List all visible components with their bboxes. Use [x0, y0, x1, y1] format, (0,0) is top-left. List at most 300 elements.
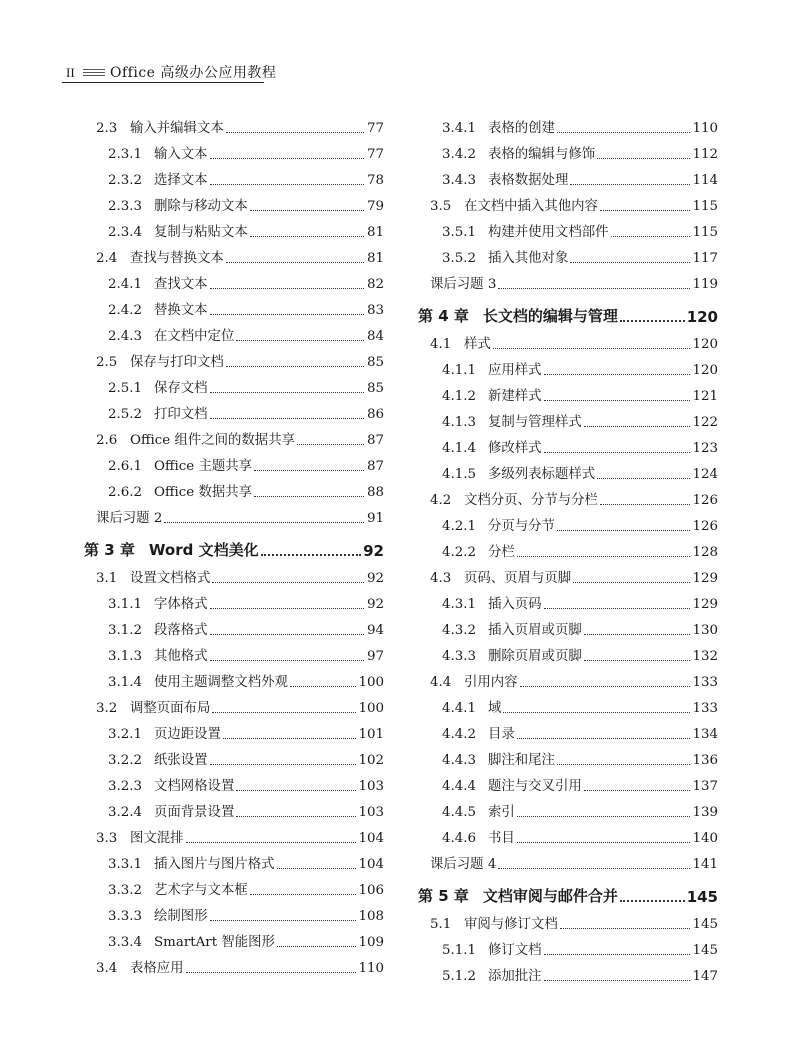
- toc-entry[interactable]: [84, 214, 384, 240]
- toc-entry-page: 81: [366, 225, 384, 240]
- toc-entry-title: 应用样式: [488, 363, 542, 378]
- toc-entry-title: 课后习题 3: [430, 277, 497, 292]
- toc-entry-title: 绘制图形: [154, 909, 208, 924]
- dot-leader: [517, 816, 691, 817]
- toc-entry[interactable]: [84, 136, 384, 162]
- toc-entry-page: 108: [358, 909, 384, 924]
- toc-entry-title: Word 文档美化: [148, 541, 259, 559]
- dot-leader: [611, 236, 691, 237]
- dot-leader: [503, 712, 690, 713]
- dot-leader: [620, 320, 685, 322]
- toc-entry[interactable]: [418, 136, 718, 162]
- toc-entry-number: 2.6.1: [108, 459, 143, 474]
- toc-entry-title: 修订文档: [488, 943, 542, 958]
- toc-entry-page: 78: [366, 173, 384, 188]
- toc-entry-number: 4.1.3: [442, 415, 477, 430]
- toc-entry-number: 3.4: [96, 961, 118, 976]
- toc-entry-title: 长文档的编辑与管理: [482, 307, 618, 325]
- toc-entry-page: 101: [358, 727, 384, 742]
- toc-entry[interactable]: [84, 396, 384, 422]
- book-title: Office 高级办公应用教程: [110, 65, 277, 81]
- toc-entry-number: 2.4.3: [108, 329, 143, 344]
- toc-entry-number: 3.2.1: [108, 727, 143, 742]
- toc-entry-number: 4.4.6: [442, 831, 477, 846]
- toc-entry-title: 插入图片与图片格式: [154, 857, 275, 872]
- toc-entry[interactable]: [84, 240, 384, 266]
- toc-entry[interactable]: [418, 266, 718, 292]
- dot-leader: [520, 686, 691, 687]
- toc-entry-page: 104: [358, 857, 384, 872]
- dot-leader: [573, 582, 690, 583]
- toc-entry-number: 第 5 章: [418, 887, 469, 905]
- toc-entry[interactable]: [418, 716, 718, 742]
- toc-entry-title: 审阅与修订文档: [464, 917, 558, 932]
- dot-leader: [544, 400, 691, 401]
- toc-entry[interactable]: [84, 292, 384, 318]
- toc-entry-number: 第 3 章: [84, 541, 135, 559]
- toc-entry-number: 第 4 章: [418, 307, 469, 325]
- toc-entry-page: 94: [366, 623, 384, 638]
- toc-entry[interactable]: [418, 378, 718, 404]
- toc-entry-title: 域: [488, 701, 502, 716]
- dot-leader: [544, 980, 691, 981]
- toc-column-left: [84, 110, 384, 976]
- toc-chapter-entry[interactable]: [84, 526, 384, 560]
- toc-entry[interactable]: [418, 690, 718, 716]
- toc-entry-number: 3.4.1: [442, 121, 477, 136]
- toc-entry-title: 脚注和尾注: [488, 753, 555, 768]
- toc-entry-title: Office 组件之间的数据共享: [130, 433, 295, 448]
- toc-entry-number: 4.1: [430, 337, 452, 352]
- toc-entry[interactable]: [84, 872, 384, 898]
- toc-entry-page: 122: [692, 415, 718, 430]
- toc-entry[interactable]: [84, 344, 384, 370]
- toc-entry-number: 4.4.5: [442, 805, 477, 820]
- toc-entry-title: Office 主题共享: [154, 459, 253, 474]
- dot-leader: [254, 470, 364, 471]
- toc-entry-title: 在文档中定位: [154, 329, 235, 344]
- toc-entry-title: 书目: [488, 831, 515, 846]
- toc-entry[interactable]: [84, 950, 384, 976]
- toc-entry-number: 5.1: [430, 917, 452, 932]
- toc-entry[interactable]: [84, 162, 384, 188]
- dot-leader: [210, 184, 364, 185]
- toc-entry[interactable]: [84, 794, 384, 820]
- toc-entry-number: 4.1.2: [442, 389, 477, 404]
- toc-entry-number: 3.3.1: [108, 857, 143, 872]
- toc-entry-number: 3.2.2: [108, 753, 143, 768]
- toc-entry-title: 打印文档: [154, 407, 208, 422]
- dot-leader: [236, 816, 356, 817]
- dot-leader: [261, 554, 362, 556]
- toc-entry-page: 92: [366, 597, 384, 612]
- toc-entry-title: 段落格式: [154, 623, 208, 638]
- toc-entry-page: 114: [692, 173, 718, 188]
- toc-entry-page: 129: [692, 571, 718, 586]
- toc-entry-number: 4.4: [430, 675, 452, 690]
- toc-entry-title: 插入页码: [488, 597, 542, 612]
- toc-entry-number: 4.4.4: [442, 779, 477, 794]
- toc-entry-title: 分页与分节: [488, 519, 555, 534]
- toc-entry-number: 4.3.3: [442, 649, 477, 664]
- toc-entry-page: 103: [358, 805, 384, 820]
- toc-entry-title: 纸张设置: [154, 753, 208, 768]
- toc-entry[interactable]: [418, 932, 718, 958]
- toc-entry-page: 115: [692, 199, 718, 214]
- toc-entry-title: 题注与交叉引用: [488, 779, 582, 794]
- toc-entry-page: 115: [692, 225, 718, 240]
- toc-entry[interactable]: [418, 534, 718, 560]
- toc-entry-page: 133: [692, 675, 718, 690]
- toc-entry-page: 147: [692, 969, 718, 984]
- toc-entry-page: 134: [692, 727, 718, 742]
- toc-entry-page: 145: [686, 888, 718, 906]
- toc-entry-number: 4.4.3: [442, 753, 477, 768]
- toc-entry-number: 2.6.2: [108, 485, 143, 500]
- toc-entry-number: 3.1.2: [108, 623, 143, 638]
- toc-entry[interactable]: [418, 508, 718, 534]
- toc-entry[interactable]: [418, 110, 718, 136]
- toc-entry[interactable]: [418, 958, 718, 984]
- dot-leader: [557, 764, 690, 765]
- toc-entry-title: 其他格式: [154, 649, 208, 664]
- dot-leader: [210, 634, 364, 635]
- dot-leader: [597, 158, 690, 159]
- toc-entry[interactable]: [84, 690, 384, 716]
- toc-entry[interactable]: [84, 898, 384, 924]
- toc-entry-number: 3.2.4: [108, 805, 143, 820]
- toc-entry-title: 选择文本: [154, 173, 208, 188]
- toc-entry[interactable]: [418, 820, 718, 846]
- toc-entry[interactable]: [418, 430, 718, 456]
- toc-entry[interactable]: [84, 560, 384, 586]
- toc-entry-title: 艺术字与文本框: [154, 883, 248, 898]
- toc-entry[interactable]: [84, 846, 384, 872]
- toc-entry[interactable]: [84, 586, 384, 612]
- toc-entry[interactable]: [84, 664, 384, 690]
- toc-entry[interactable]: [418, 352, 718, 378]
- toc-entry[interactable]: [418, 456, 718, 482]
- toc-entry-title: 表格数据处理: [488, 173, 569, 188]
- toc-entry-page: 106: [358, 883, 384, 898]
- toc-entry[interactable]: [418, 482, 718, 508]
- toc-entry-page: 109: [358, 935, 384, 950]
- toc-entry-page: 133: [692, 701, 718, 716]
- toc-entry-number: 4.3: [430, 571, 452, 586]
- toc-entry-title: 表格的编辑与修饰: [488, 147, 596, 162]
- toc-entry-title: 目录: [488, 727, 515, 742]
- toc-entry-page: 140: [692, 831, 718, 846]
- toc-chapter-entry[interactable]: [418, 872, 718, 906]
- toc-entry[interactable]: [84, 266, 384, 292]
- toc-entry-title: 文档网格设置: [154, 779, 235, 794]
- page-number: II: [66, 65, 75, 80]
- toc-entry-number: 3.1.1: [108, 597, 143, 612]
- toc-entry-title: SmartArt 智能图形: [154, 935, 275, 950]
- toc-entry-number: 4.2: [430, 493, 452, 508]
- dot-leader: [210, 158, 364, 159]
- dot-leader: [517, 738, 691, 739]
- toc-entry-title: 替换文本: [154, 303, 208, 318]
- toc-entry-page: 126: [692, 493, 718, 508]
- toc-entry-number: 2.4.1: [108, 277, 143, 292]
- toc-entry-title: 样式: [464, 337, 491, 352]
- toc-entry-title: 课后习题 2: [96, 511, 163, 526]
- toc-entry-page: 126: [692, 519, 718, 534]
- toc-entry-title: 输入并编辑文本: [130, 121, 224, 136]
- toc-entry-page: 77: [366, 147, 384, 162]
- toc-entry[interactable]: [418, 188, 718, 214]
- dot-leader: [498, 288, 690, 289]
- dot-leader: [277, 946, 357, 947]
- dot-leader: [570, 184, 690, 185]
- toc-entry-page: 83: [366, 303, 384, 318]
- dot-leader: [544, 954, 691, 955]
- toc-entry-number: 4.4.2: [442, 727, 477, 742]
- toc-entry-page: 136: [692, 753, 718, 768]
- toc-entry-number: 4.3.2: [442, 623, 477, 638]
- running-header: [62, 60, 277, 86]
- toc-entry[interactable]: [418, 638, 718, 664]
- toc-entry-title: 引用内容: [464, 675, 518, 690]
- toc-entry-number: 4.3.1: [442, 597, 477, 612]
- dot-leader: [517, 842, 691, 843]
- toc-entry-title: 构建并使用文档部件: [488, 225, 609, 240]
- toc-entry-number: 2.5: [96, 355, 118, 370]
- toc-entry[interactable]: [418, 846, 718, 872]
- toc-entry-title: 复制与粘贴文本: [154, 225, 248, 240]
- toc-entry[interactable]: [418, 664, 718, 690]
- dot-leader: [254, 496, 364, 497]
- toc-entry[interactable]: [84, 612, 384, 638]
- toc-entry-number: 3.5: [430, 199, 452, 214]
- toc-entry-page: 128: [692, 545, 718, 560]
- dot-leader: [597, 478, 690, 479]
- toc-entry[interactable]: [418, 906, 718, 932]
- dot-leader: [212, 712, 356, 713]
- toc-entry[interactable]: [84, 318, 384, 344]
- toc-entry-page: 123: [692, 441, 718, 456]
- dot-leader: [600, 210, 691, 211]
- dot-leader: [250, 210, 364, 211]
- dot-leader: [226, 262, 364, 263]
- toc-entry-page: 121: [692, 389, 718, 404]
- dot-leader: [210, 392, 364, 393]
- toc-entry-page: 132: [692, 649, 718, 664]
- toc-entry[interactable]: [418, 162, 718, 188]
- toc-entry-title: 使用主题调整文档外观: [154, 675, 288, 690]
- toc-entry[interactable]: [84, 474, 384, 500]
- toc-entry-title: 分栏: [488, 545, 515, 560]
- toc-entry-page: 87: [366, 433, 384, 448]
- toc-entry-number: 3.5.2: [442, 251, 477, 266]
- toc-entry[interactable]: [84, 370, 384, 396]
- toc-entry[interactable]: [418, 794, 718, 820]
- toc-entry-page: 77: [366, 121, 384, 136]
- toc-entry-number: 2.6: [96, 433, 118, 448]
- dot-leader: [297, 444, 364, 445]
- toc-entry-title: 查找与替换文本: [130, 251, 224, 266]
- toc-entry-page: 97: [366, 649, 384, 664]
- toc-entry-title: 页码、页眉与页脚: [464, 571, 572, 586]
- toc-entry-title: 删除页眉或页脚: [488, 649, 582, 664]
- dot-leader: [544, 452, 691, 453]
- toc-entry[interactable]: [84, 188, 384, 214]
- dot-leader: [290, 686, 357, 687]
- toc-entry-number: 3.5.1: [442, 225, 477, 240]
- toc-entry[interactable]: [418, 768, 718, 794]
- toc-entry[interactable]: [418, 742, 718, 768]
- dot-leader: [226, 366, 364, 367]
- toc-entry-page: 100: [358, 701, 384, 716]
- toc-entry-title: 表格应用: [130, 961, 184, 976]
- toc-entry[interactable]: [84, 924, 384, 950]
- dot-leader: [250, 236, 364, 237]
- toc-entry-page: 120: [692, 337, 718, 352]
- toc-entry-title: 字体格式: [154, 597, 208, 612]
- toc-entry-number: 4.2.1: [442, 519, 477, 534]
- toc-entry-title: 复制与管理样式: [488, 415, 582, 430]
- toc-entry[interactable]: [84, 768, 384, 794]
- toc-entry-number: 2.3.1: [108, 147, 143, 162]
- toc-entry-page: 145: [692, 917, 718, 932]
- toc-entry-page: 100: [358, 675, 384, 690]
- dot-leader: [557, 530, 690, 531]
- dot-leader: [498, 868, 690, 869]
- dot-leader: [210, 920, 357, 921]
- toc-entry[interactable]: [418, 240, 718, 266]
- toc-entry-page: 82: [366, 277, 384, 292]
- header-ornament: [83, 69, 105, 81]
- dot-leader: [236, 340, 364, 341]
- dot-leader: [186, 842, 357, 843]
- toc-entry-page: 110: [692, 121, 718, 136]
- toc-entry-title: 插入其他对象: [488, 251, 569, 266]
- toc-entry-number: 3.1.4: [108, 675, 143, 690]
- dot-leader: [584, 426, 691, 427]
- toc-entry-page: 124: [692, 467, 718, 482]
- toc-entry-page: 119: [692, 277, 718, 292]
- toc-entry-number: 2.5.1: [108, 381, 143, 396]
- toc-entry[interactable]: [418, 214, 718, 240]
- dot-leader: [600, 504, 691, 505]
- toc-entry-page: 141: [692, 857, 718, 872]
- toc-entry-title: 页面背景设置: [154, 805, 235, 820]
- toc-entry[interactable]: [84, 500, 384, 526]
- dot-leader: [557, 132, 690, 133]
- toc-entry-page: 79: [366, 199, 384, 214]
- toc-entry-title: 页边距设置: [154, 727, 221, 742]
- toc-entry-number: 3.3: [96, 831, 118, 846]
- toc-entry-title: 查找文本: [154, 277, 208, 292]
- toc-entry-page: 139: [692, 805, 718, 820]
- toc-entry-title: 删除与移动文本: [154, 199, 248, 214]
- toc-entry-number: 3.4.3: [442, 173, 477, 188]
- dot-leader: [544, 374, 691, 375]
- header-rule: [62, 82, 264, 83]
- dot-leader: [210, 314, 364, 315]
- toc-entry-number: 3.2: [96, 701, 118, 716]
- toc-entry-page: 120: [692, 363, 718, 378]
- dot-leader: [212, 582, 364, 583]
- toc-entry-number: 2.4.2: [108, 303, 143, 318]
- dot-leader: [493, 348, 691, 349]
- toc-entry-page: 130: [692, 623, 718, 638]
- toc-entry-number: 3.1.3: [108, 649, 143, 664]
- toc-entry-page: 112: [692, 147, 718, 162]
- dot-leader: [584, 660, 691, 661]
- dot-leader: [544, 608, 691, 609]
- toc-entry[interactable]: [84, 716, 384, 742]
- toc-entry-page: 103: [358, 779, 384, 794]
- dot-leader: [210, 660, 364, 661]
- toc-entry-title: 修改样式: [488, 441, 542, 456]
- toc-entry-title: 文档分页、分节与分栏: [464, 493, 598, 508]
- toc-entry-page: 86: [366, 407, 384, 422]
- toc-entry[interactable]: [418, 560, 718, 586]
- toc-entry-number: 3.3.4: [108, 935, 143, 950]
- toc-entry-page: 84: [366, 329, 384, 344]
- toc-entry-number: 3.2.3: [108, 779, 143, 794]
- toc-entry-title: 多级列表标题样式: [488, 467, 596, 482]
- dot-leader: [164, 522, 364, 523]
- dot-leader: [250, 894, 357, 895]
- dot-leader: [584, 790, 691, 791]
- toc-entry-page: 120: [686, 308, 718, 326]
- toc-entry[interactable]: [84, 638, 384, 664]
- toc-entry[interactable]: [84, 422, 384, 448]
- dot-leader: [210, 608, 364, 609]
- toc-entry-title: 在文档中插入其他内容: [464, 199, 598, 214]
- toc-entry-title: 文档审阅与邮件合并: [482, 887, 618, 905]
- toc-entry-title: 索引: [488, 805, 515, 820]
- toc-entry-number: 4.1.5: [442, 467, 477, 482]
- toc-entry[interactable]: [84, 820, 384, 846]
- dot-leader: [226, 132, 364, 133]
- toc-entry-page: 117: [692, 251, 718, 266]
- toc-entry-number: 4.4.1: [442, 701, 477, 716]
- dot-leader: [223, 738, 356, 739]
- toc-entry-number: 2.5.2: [108, 407, 143, 422]
- toc-entry[interactable]: [418, 612, 718, 638]
- toc-entry-number: 2.3.4: [108, 225, 143, 240]
- dot-leader: [517, 556, 691, 557]
- toc-entry[interactable]: [84, 448, 384, 474]
- dot-leader: [236, 790, 356, 791]
- toc-entry-page: 88: [366, 485, 384, 500]
- toc-entry[interactable]: [84, 742, 384, 768]
- toc-entry-number: 2.4: [96, 251, 118, 266]
- toc-entry-number: 4.1.4: [442, 441, 477, 456]
- toc-entry-title: 插入页眉或页脚: [488, 623, 582, 638]
- toc-entry-page: 129: [692, 597, 718, 612]
- toc-entry-title: 调整页面布局: [130, 701, 211, 716]
- toc-chapter-entry[interactable]: [418, 292, 718, 326]
- toc-entry-page: 85: [366, 355, 384, 370]
- toc-entry-title: 保存与打印文档: [130, 355, 224, 370]
- toc-entry-page: 102: [358, 753, 384, 768]
- toc-entry-number: 2.3.2: [108, 173, 143, 188]
- toc-entry[interactable]: [418, 586, 718, 612]
- toc-entry[interactable]: [84, 110, 384, 136]
- toc-entry-page: 92: [366, 571, 384, 586]
- toc-entry[interactable]: [418, 404, 718, 430]
- toc-entry-title: 课后习题 4: [430, 857, 497, 872]
- toc-entry-number: 5.1.1: [442, 943, 477, 958]
- toc-entry[interactable]: [418, 326, 718, 352]
- dot-leader: [210, 764, 357, 765]
- toc-entry-number: 3.3.3: [108, 909, 143, 924]
